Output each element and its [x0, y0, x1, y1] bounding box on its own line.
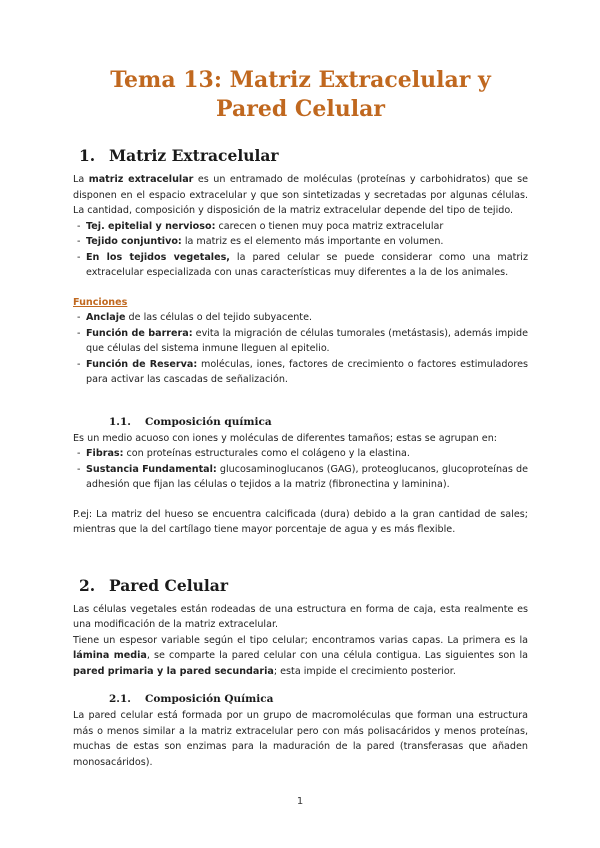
list-item — [73, 234, 528, 250]
bold-term: lámina media — [73, 650, 147, 661]
text-run: Tiene un espesor variable según el tipo celular; encontramos varias capas. La primera es la — [73, 634, 528, 646]
section-2-number: 2. — [79, 575, 96, 595]
text-run: moléculas, iones, factores de crecimiento o factores estimuladores para activar las cascadas de señalización. — [86, 358, 528, 385]
bold-term: Sustancia Fundamental: — [86, 463, 217, 475]
text-run: es un entramado de moléculas (proteínas y carbohidratos) que se disponen en el espacio extracelular y que son sintetizadas y secretadas por algunas células. La cantidad, composición y disposición de la matriz extracelular depende del tipo de tejido. — [73, 174, 529, 216]
text-run: , se comparte la pared celular con una célula contigua. Las siguientes son la — [146, 650, 529, 661]
text-run: ; esta impide el crecimiento posterior. — [273, 665, 456, 677]
composition-intro: Es un medio acuoso con iones y moléculas de diferentes tamaños; estas se agrupan en: — [73, 432, 498, 444]
bold-term: Tejido conjuntivo: — [86, 236, 182, 247]
bold-term: pared primaria y la pared secundaria — [73, 665, 274, 677]
funciones-label: Funciones — [73, 296, 128, 308]
list-item — [73, 446, 528, 462]
text-run: carecen o tienen muy poca matriz extracelular — [215, 220, 444, 232]
section-2-title: Pared Celular — [109, 575, 228, 595]
subsection-1-1-title: Composición química — [145, 415, 272, 428]
section-1-number: 1. — [79, 146, 96, 165]
subsection-1-1-number: 1.1. — [109, 415, 131, 428]
text-run: la pared celular se puede considerar como una matriz extracelular especializada con unas características muy diferentes a la de los animales. — [86, 251, 528, 278]
text-run: evita la migración de células tumorales (metástasis), además impide que células del sistema inmune lleguen al epitelio. — [86, 327, 528, 354]
list-item — [73, 250, 528, 281]
subsection-2-1-heading — [109, 693, 528, 705]
tissue-list — [73, 219, 528, 281]
list-item — [73, 357, 528, 388]
section-2-heading — [79, 576, 528, 595]
document-page — [73, 66, 528, 770]
section-1-intro — [73, 172, 528, 219]
bold-term: Función de barrera: — [86, 327, 193, 339]
subsection-2-1-title: Composición Química — [145, 693, 274, 705]
text-run: la matriz es el elemento más importante en volumen. — [181, 236, 444, 247]
list-item — [73, 326, 528, 357]
composition-list — [73, 446, 528, 493]
example-paragraph: P.ej: La matriz del hueso se encuentra calcificada (dura) debido a la gran cantidad de sales; mientras que la del cartílago tiene mayor porcentaje de agua y es más flexible. — [73, 508, 528, 535]
text-run: con proteínas estructurales como el colágeno y la elastina. — [123, 448, 410, 459]
page-number: 1 — [296, 796, 304, 807]
section-1-title: Matriz Extracelular — [109, 146, 279, 165]
section-2-paragraph-1: Las células vegetales están rodeadas de una estructura en forma de caja, esta realmente es una modificación de la matriz extracelular. — [73, 603, 528, 630]
bold-term: Función de Reserva: — [86, 358, 198, 370]
bold-term: Anclaje — [86, 312, 126, 323]
funciones-list — [73, 310, 528, 388]
bold-term: Fibras: — [86, 448, 124, 459]
document-title: Tema 13: Matriz Extracelular y Pared Celular — [110, 67, 491, 122]
subsection-2-1-paragraph: La pared celular está formada por un grupo de macromoléculas que forman una estructura más o menos similar a la matriz extracelular pero con más polisacáridos y menos proteínas, muchas de estas son enzimas para la maduración de la pared (transferasas que añaden monosacáridos). — [73, 710, 528, 768]
bold-term: Tej. epitelial y nervioso: — [86, 220, 216, 232]
section-2-paragraph-2 — [73, 633, 528, 680]
text-run: La — [73, 174, 89, 185]
text-run: glucosaminoglucanos (GAG), proteoglucanos, glucoproteínas de adhesión que fijan las células o tejidos a la matriz (fibronectina y laminina). — [86, 463, 528, 490]
subsection-1-1-heading — [109, 416, 528, 428]
bold-term: matriz extracelular — [88, 174, 194, 185]
text-run: de las células o del tejido subyacente. — [125, 312, 313, 323]
list-item — [73, 219, 528, 235]
section-1-heading — [79, 146, 528, 165]
list-item — [73, 310, 528, 326]
list-item — [73, 462, 528, 493]
bold-term: En los tejidos vegetales, — [86, 251, 230, 263]
subsection-2-1-number: 2.1. — [109, 693, 131, 705]
